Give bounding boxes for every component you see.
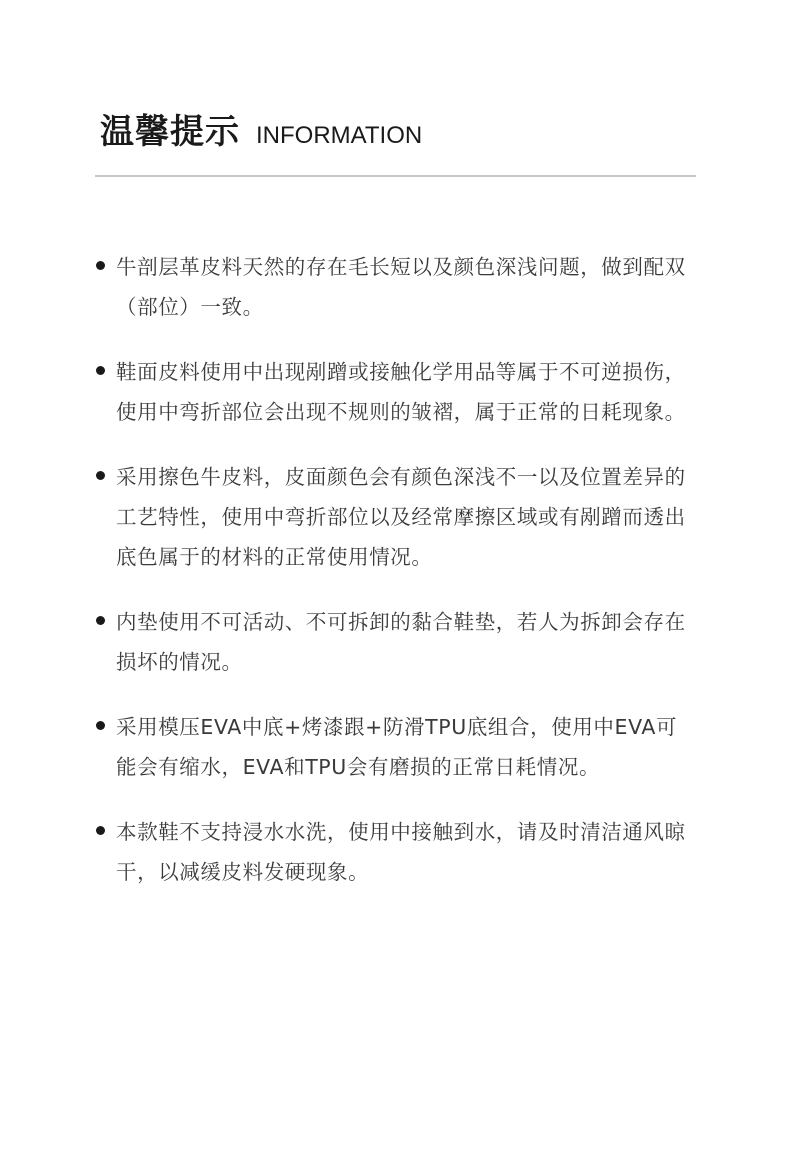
notes-list (96, 247, 692, 917)
note-text: 采用擦色牛皮料，皮面颜色会有颜色深浅不一以及位置差异的工艺特性，使用中弯折部位以及经常摩擦区域或有剐蹭而透出底色属于的材料的正常使用情况。 (116, 465, 686, 569)
bullet-icon (96, 261, 105, 270)
bullet-icon (96, 826, 105, 835)
note-text: 鞋面皮料使用中出现剐蹭或接触化学用品等属于不可逆损伤，使用中弯折部位会出现不规则的皱褶，属于正常的日耗现象。 (116, 360, 686, 424)
note-text: 采用模压EVA中底+烤漆跟+防滑TPU底组合，使用中EVA可能会有缩水，EVA和TPU会有磨损的正常日耗情况。 (116, 715, 678, 779)
note-item (96, 247, 692, 327)
page-title: 温馨提示 (100, 112, 240, 152)
header (100, 104, 422, 153)
note-item (96, 707, 692, 787)
note-text: 内垫使用不可活动、不可拆卸的黏合鞋垫，若人为拆卸会存在损坏的情况。 (116, 610, 686, 674)
note-item (96, 812, 692, 892)
page-subtitle: INFORMATION (256, 122, 423, 149)
bullet-icon (96, 721, 105, 730)
bullet-icon (96, 471, 105, 480)
header-divider (95, 175, 696, 177)
note-text: 本款鞋不支持浸水水洗，使用中接触到水，请及时清洁通风晾干，以减缓皮料发硬现象。 (116, 820, 686, 884)
bullet-icon (96, 616, 105, 625)
bullet-icon (96, 366, 105, 375)
note-item (96, 602, 692, 682)
note-item (96, 457, 692, 577)
note-text: 牛剖层革皮料天然的存在毛长短以及颜色深浅问题，做到配双（部位）一致。 (116, 255, 686, 319)
note-item (96, 352, 692, 432)
